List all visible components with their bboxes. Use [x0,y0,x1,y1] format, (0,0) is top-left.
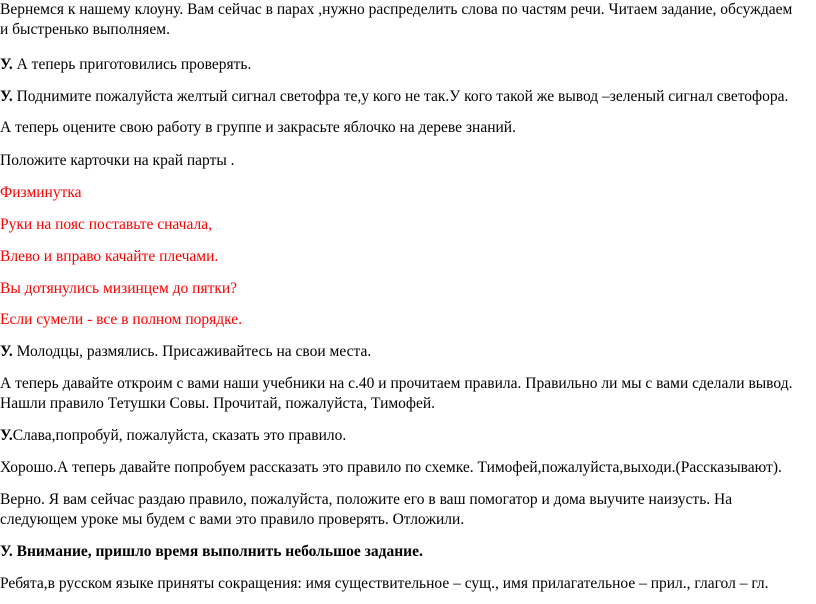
paragraph-line: следующем уроке мы будем с вами это правило проверять. Отложили. [0,511,465,528]
paragraph-rule-handout [0,490,812,530]
fizminutka-line: Руки на пояс поставьте сначала, [0,216,212,233]
paragraph-line: Положите карточки на край парты . [0,152,235,169]
fizminutka-line: Влево и вправо качайте плечами. [0,248,219,265]
paragraph-attention [0,542,812,562]
paragraph-traffic-light [0,87,812,107]
paragraph-line: Молодцы, размялись. Присаживайтесь на свои места. [12,343,372,360]
paragraph-textbook [0,374,812,414]
paragraph-well-done [0,342,812,362]
paragraph-line: Слава,попробуй, пожалуйста, сказать это правило. [12,427,347,444]
paragraph-scheme [0,458,812,478]
paragraph-cards [0,151,812,171]
paragraph-line: и быстренько выполняем. [0,21,170,38]
speaker-label: У. [0,427,13,444]
paragraph-line: Верно. Я вам сейчас раздаю правило, пожалуйста, положите его в ваш помогатор и дома выучите наизусть. На [0,491,733,508]
paragraph-evaluate [0,118,812,138]
paragraph-line: А теперь давайте откроим с вами наши учебники на с.40 и прочитаем правила. Правильно ли мы с вами сделали вывод. [0,375,793,392]
paragraph-abbreviations [0,574,812,594]
speaker-label: У. [0,543,13,560]
fizminutka-title: Физминутка [0,184,82,201]
paragraph-line: Нашли правило Тетушки Совы. Прочитай, пожалуйста, Тимофей. [0,395,436,412]
paragraph-line: Ребята,в русском языке приняты сокращения: имя существительное – сущ., имя прилагательное – прил., глагол – гл. [0,575,769,592]
paragraph-line: Поднимите пожалуйста желтый сигнал светофра те,у кого не так.У кого такой же вывод –зеленый сигнал светофора. [12,88,789,105]
speaker-label: У. [0,56,13,73]
paragraph-line: Вернемся к нашему клоуну. Вам сейчас в парах ,нужно распределить слова по частям речи. Читаем задание, обсуждаем [0,1,793,18]
paragraph-line: Хорошо.А теперь давайте попробуем рассказать это правило по схемке. Тимофей,пожалуйста,выходи.(Рассказывают). [0,459,782,476]
paragraph-line: А теперь оцените свою работу в группе и закрасьте яблочко на дереве знаний. [0,119,516,136]
paragraph-intro [0,0,812,40]
speaker-label: У. [0,88,13,105]
paragraph-line: А теперь приготовились проверять. [12,56,252,73]
paragraph-teacher-check [0,55,812,75]
paragraph-slava [0,426,812,446]
paragraph-bold-text: Внимание, пришло время выполнить небольшое задание. [12,543,423,560]
speaker-label: У. [0,343,13,360]
fizminutka-line: Вы дотянулись мизинцем до пятки? [0,280,238,297]
fizminutka-line: Если сумели - все в полном порядке. [0,311,243,328]
